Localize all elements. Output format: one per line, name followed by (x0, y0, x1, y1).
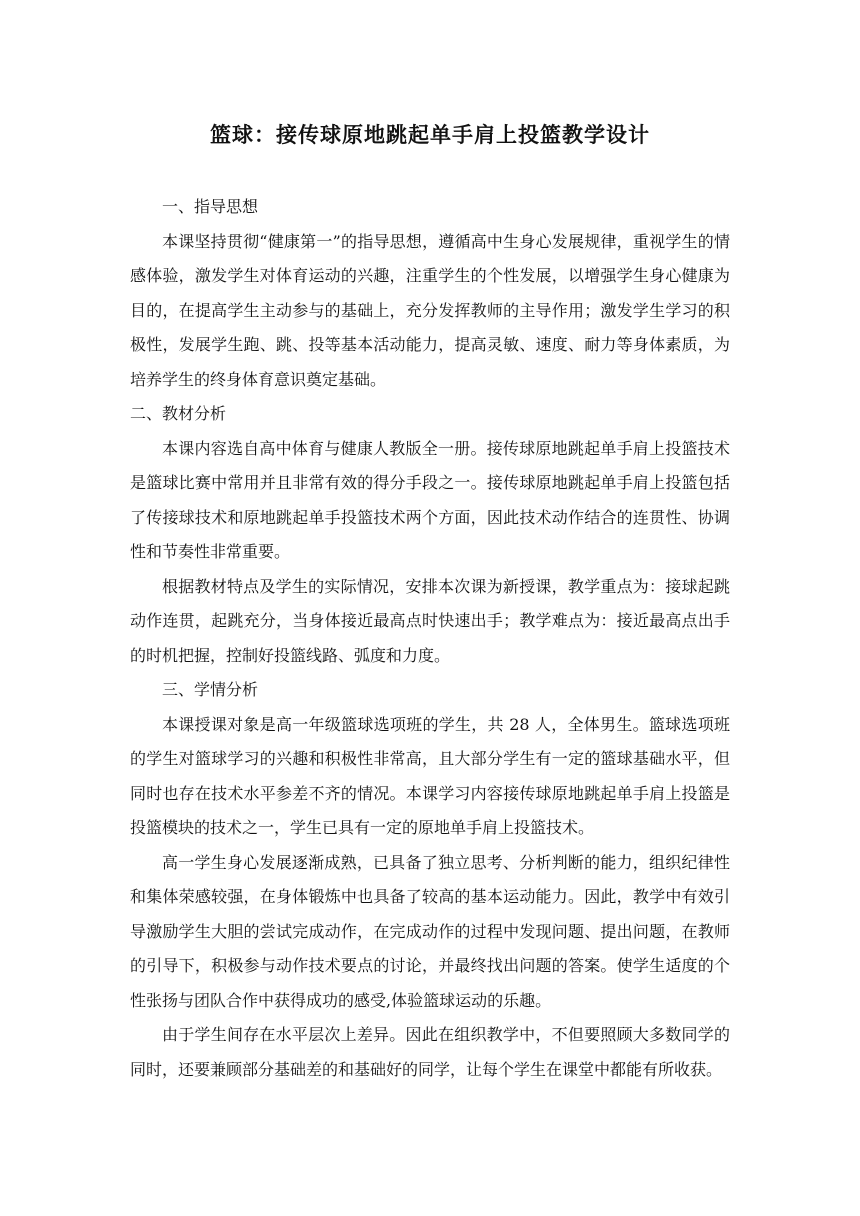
paragraph-guiding-ideology: 本课坚持贯彻“健康第一”的指导思想，遵循高中生身心发展规律，重视学生的情感体验，激发学生对体育运动的兴趣，注重学生的个性发展，以增强学生身心健康为目的，在提高学生主动参与的基础上，充分发挥教师的主导作用；激发学生学习的积极性，发展学生跑、跳、投等基本活动能力，提高灵敏、速度、耐力等身体素质，为培养学生的终身体育意识奠定基础。 (130, 231, 730, 389)
section-heading-guiding-ideology: 一、指导思想 (162, 197, 259, 216)
paragraph-teaching-focus: 根据教材特点及学生的实际情况，安排本次课为新授课，教学重点为：接球起跳动作连贯，起跳充分，当身体接近最高点时快速出手；教学难点为：接近最高点出手的时机把握，控制好投篮线路、弧度和力度。 (130, 576, 730, 665)
section-heading-textbook-analysis: 二、教材分析 (130, 404, 227, 423)
document-body (130, 190, 730, 1087)
paragraph-learner-development: 高一学生身心发展逐渐成熟，已具备了独立思考、分析判断的能力，组织纪律性和集体荣感较强，在身体锻炼中也具备了较高的基本运动能力。因此，教学中有效引导激励学生大胆的尝试完成动作，在完成动作的过程中发现问题、提出问题，在教师的引导下，积极参与动作技术要点的讨论，并最终找出问题的答案。使学生适度的个性张扬与团队合作中获得成功的感受,体验篮球运动的乐趣。 (130, 852, 730, 1010)
paragraph-learner-profile: 本课授课对象是高一年级篮球选项班的学生，共 28 人，全体男生。篮球选项班的学生对篮球学习的兴趣和积极性非常高，且大部分学生有一定的篮球基础水平，但同时也存在技术水平参差不齐的情况。本课学习内容接传球原地跳起单手肩上投篮是投篮模块的技术之一，学生已具有一定的原地单手肩上投篮技术。 (130, 714, 730, 837)
section-heading-learner-analysis: 三、学情分析 (162, 680, 259, 699)
document-title: 篮球：接传球原地跳起单手肩上投篮教学设计 (210, 123, 650, 147)
paragraph-textbook-analysis: 本课内容选自高中体育与健康人教版全一册。接传球原地跳起单手肩上投篮技术是篮球比赛中常用并且非常有效的得分手段之一。接传球原地跳起单手肩上投篮包括了传接球技术和原地跳起单手投篮技术两个方面，因此技术动作结合的连贯性、协调性和节奏性非常重要。 (130, 438, 730, 561)
paragraph-learner-differences: 由于学生间存在水平层次上差异。因此在组织教学中，不但要照顾大多数同学的同时，还要兼顾部分基础差的和基础好的同学，让每个学生在课堂中都能有所收获。 (130, 1025, 730, 1079)
